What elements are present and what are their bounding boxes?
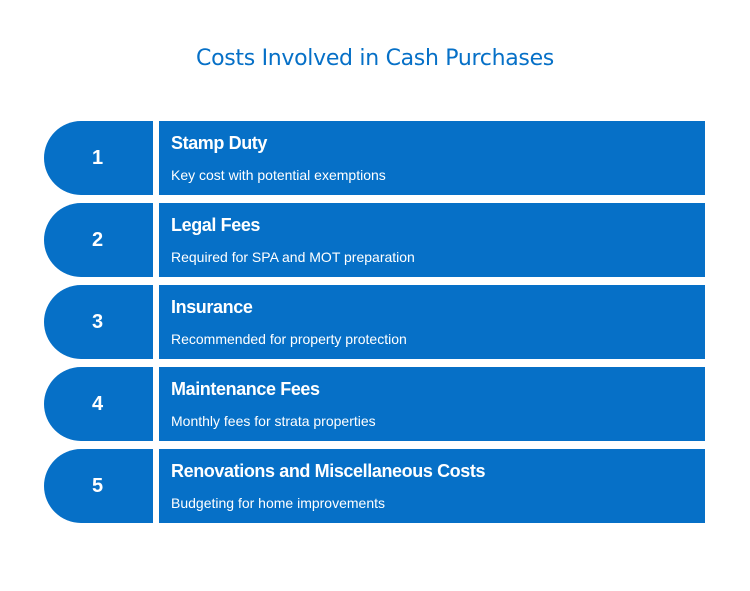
- item-description: Monthly fees for strata properties: [171, 413, 376, 429]
- item-heading: Renovations and Miscellaneous Costs: [171, 461, 486, 481]
- item-number-badge: 1: [44, 121, 153, 195]
- item-description: Budgeting for home improvements: [171, 495, 385, 511]
- item-panel: [159, 203, 705, 277]
- item-description: Key cost with potential exemptions: [171, 167, 386, 183]
- cost-item-insurance: [44, 285, 705, 359]
- item-number-badge: 2: [44, 203, 153, 277]
- item-number-badge: 5: [44, 449, 153, 523]
- item-number-badge: 4: [44, 367, 153, 441]
- cost-list: [44, 121, 705, 531]
- diagram-title: Costs Involved in Cash Purchases: [196, 46, 554, 71]
- cost-item-renovations: [44, 449, 705, 523]
- item-heading: Insurance: [171, 297, 253, 317]
- item-heading: Stamp Duty: [171, 133, 268, 153]
- item-heading: Legal Fees: [171, 215, 261, 235]
- item-description: Recommended for property protection: [171, 331, 407, 347]
- cost-item-maintenance-fees: [44, 367, 705, 441]
- item-panel: [159, 449, 705, 523]
- item-panel: [159, 121, 705, 195]
- cost-item-legal-fees: [44, 203, 705, 277]
- item-panel: [159, 367, 705, 441]
- item-panel: [159, 285, 705, 359]
- item-description: Required for SPA and MOT preparation: [171, 249, 415, 265]
- cost-item-stamp-duty: [44, 121, 705, 195]
- item-heading: Maintenance Fees: [171, 379, 320, 399]
- item-number-badge: 3: [44, 285, 153, 359]
